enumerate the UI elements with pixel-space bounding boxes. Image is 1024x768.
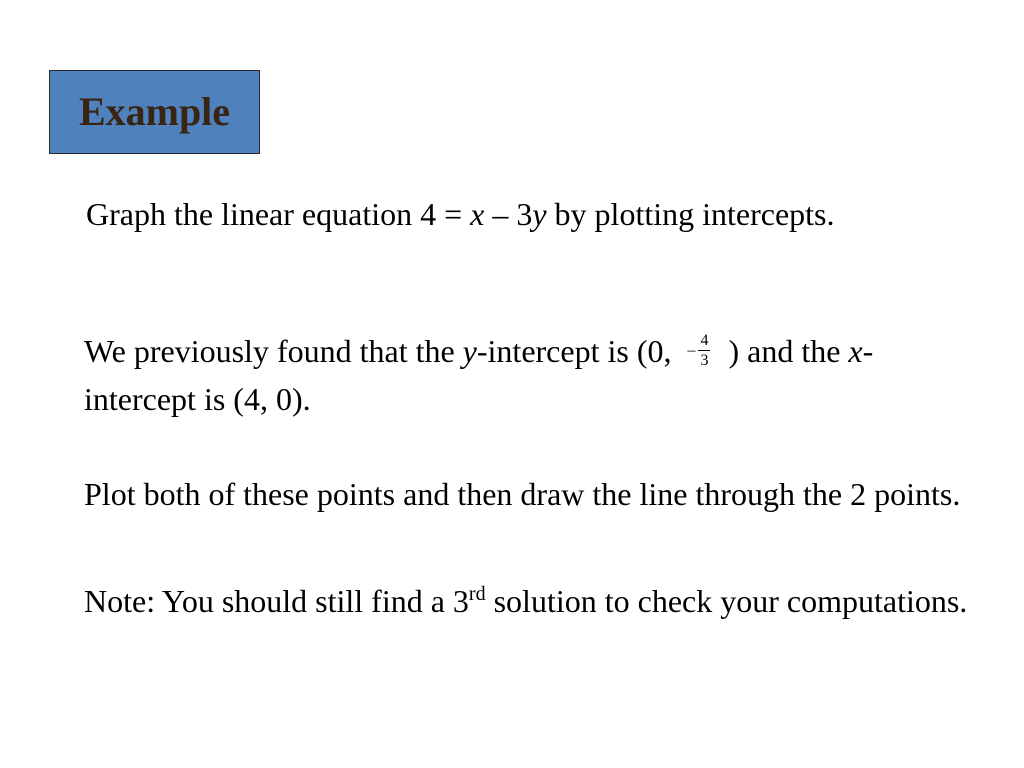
note-text-2: solution to check your computations. — [485, 583, 968, 619]
fraction-stack — [698, 333, 710, 369]
problem-text-1: Graph the linear equation 4 = — [86, 196, 471, 232]
slide-title: Example — [78, 89, 231, 134]
intercepts-text-2: -intercept is (0, — [476, 333, 680, 369]
variable-y: y — [462, 333, 477, 369]
intercepts-statement — [84, 327, 984, 423]
variable-x: x — [848, 333, 863, 369]
note-text-1: Note: You should still find a 3 — [84, 583, 469, 619]
ordinal-superscript: rd — [468, 583, 486, 605]
fraction-denominator: 3 — [700, 351, 709, 369]
fraction-numerator: 4 — [700, 331, 709, 349]
intercepts-text-4: -intercept is (4, 0). — [84, 333, 874, 417]
intercepts-text-1: We previously found that the — [84, 333, 463, 369]
problem-statement — [86, 190, 916, 238]
problem-text-2: – 3 — [484, 196, 533, 232]
fraction-negative-four-thirds — [687, 333, 710, 369]
problem-text-3: by plotting intercepts. — [546, 196, 835, 232]
variable-x: x — [470, 196, 485, 232]
note-statement — [84, 577, 984, 625]
instruction-statement: Plot both of these points and then draw the line through the 2 points. — [84, 476, 961, 512]
variable-y: y — [532, 196, 547, 232]
slide-title-box — [49, 70, 260, 154]
fraction-sign: – — [687, 341, 696, 359]
intercepts-text-3: ) and the — [720, 333, 849, 369]
